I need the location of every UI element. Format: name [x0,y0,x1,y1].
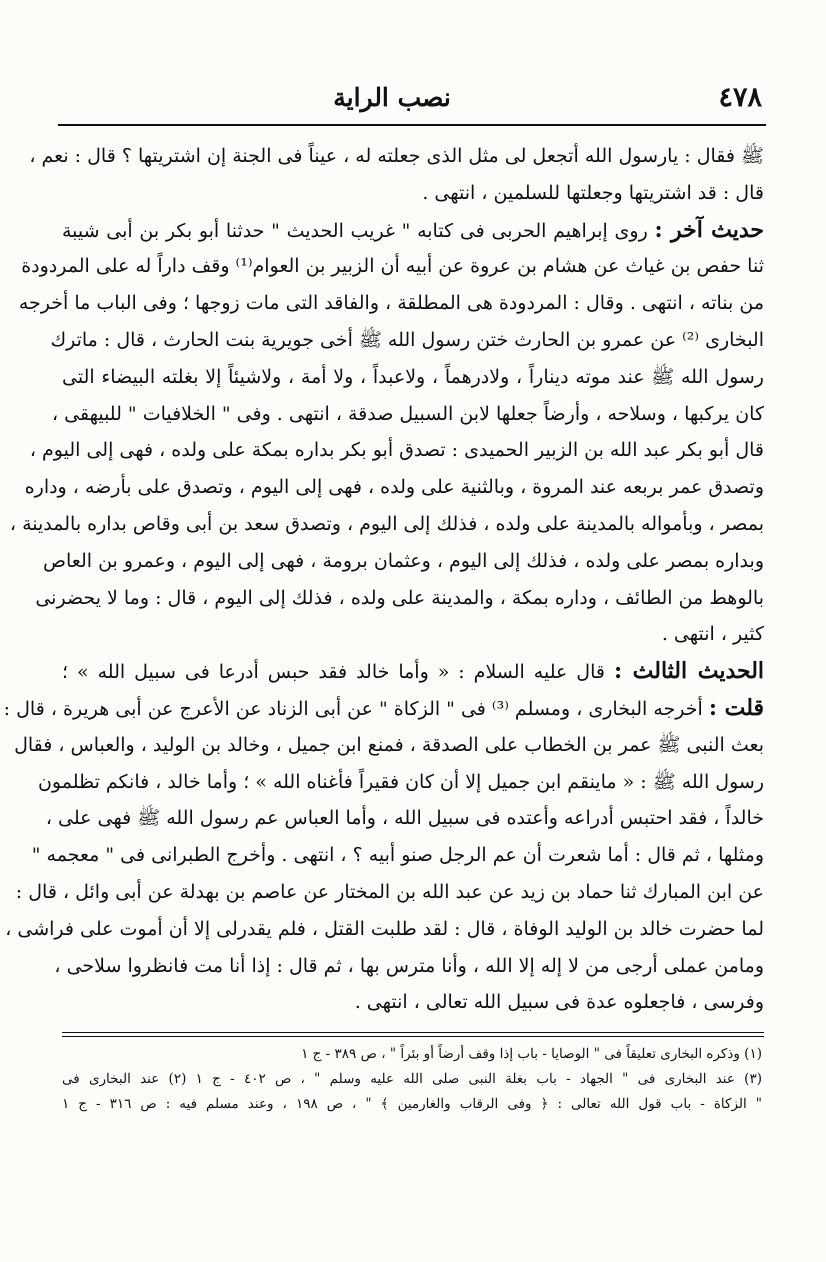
section-lead: الحديث الثالث : [613,658,765,685]
footnotes [62,1042,762,1117]
line-text: ومامن عملى أرجى من لا إله إلا الله ، وأنا مترس بها ، ثم قال : إذا أنا مت فانظروا سلاحى ، [54,954,764,977]
line-text: وتصدق عمر بربعه عند المروة ، وبالثنية على ولده ، فهى إلى اليوم ، وتصدق على بأرضه ، وداره [24,476,764,499]
text-line [18,285,764,322]
text-line [24,469,764,506]
page-header [62,78,762,118]
text-line [14,727,764,764]
line-text: أخرجه البخارى ، ومسلم ⁽³⁾ فى " الزكاة " عن أبى الزناد عن الأعرج عن أبى هريرة ، قال : [3,697,703,720]
text-line [21,248,764,285]
line-text: البخارى ⁽²⁾ عن عمرو بن الحارث ختن رسول الله ﷺ أخى جويرية بنت الحارث ، قال : ماترك [50,328,764,351]
line-text: وبداره بمصر على ولده ، فذلك إلى اليوم ، وعثمان برومة ، فهى إلى اليوم ، وعمرو بن العاص [43,549,764,572]
text-line [45,800,764,837]
footnote-rule-double [62,1036,764,1037]
line-text: رسول الله ﷺ : « ماينقم ابن جميل إلا أن كان فقيراً فأغناه الله » ؛ وأما خالد ، فانكم تظلمون [37,770,764,793]
text-line [35,580,764,617]
line-text: قال : قد اشتريتها وجعلتها للسلمين ، انتهى . [422,181,764,204]
text-line [62,616,764,653]
line-text: بالوهط من الطائف ، وداره بمكة ، والمدينة على ولده ، فذلك إلى اليوم ، قال : وما لا يحضرنى [35,586,764,609]
line-text: ﷺ فقال : يارسول الله أتجعل لى مثل الذى جعلته له ، عيناً فى الجنة إن اشتريتها ؟ قال : نعم ، [29,145,764,167]
footnote-line: (٣) عند البخارى فى " الجهاد - باب بغلة النبى صلى الله عليه وسلم " ، ص ٤٠٢ - ج ١ (٢) عند البخارى فى [62,1071,762,1087]
footnote-line: (١) وذكره البخارى تعليقاً فى " الوصايا - باب إذا وقف أرضاً أو بئراً " ، ص ٣٨٩ - ج ١ [301,1046,762,1062]
line-text: قال عليه السلام : « وأما خالد فقد حبس أدرعا فى سبيل الله » ؛ [62,661,605,684]
line-text: وفرسى ، فاجعلوه عدة فى سبيل الله تعالى ، انتهى . [354,991,764,1014]
text-line [62,212,764,249]
body-text [3,138,765,1021]
text-line [62,175,764,212]
text-line [62,984,764,1021]
line-text: ومثلها ، ثم قال : أما شعرت أن عم الرجل صنو أبيه ؟ ، انتهى . وأخرج الطبرانى فى " معجمه " [31,844,764,867]
line-text: بعث النبى ﷺ عمر بن الخطاب على الصدقة ، فمنع ابن جميل ، وخالد بن الوليد ، والعباس ، فقال [14,733,764,756]
line-text: لما حضرت خالد بن الوليد الوفاة ، قال : لقد طلبت القتل ، فلم يقدرلى إلا أن أموت على فراشى ، [5,917,764,940]
line-text: رسول الله ﷺ عند موته ديناراً ، ولادرهماً ، ولاعبداً ، ولا أمة ، ولاشيئاً إلا بغلته البيضاء التى [62,365,764,388]
text-line [54,948,764,985]
line-text: من بناته ، انتهى . وقال : المردودة هى المطلقة ، والفاقد التى مات زوجها ؛ وفى الباب ما أخرجه [18,292,764,315]
text-line [62,359,764,396]
footnote-line: " الزكاة - باب قول الله تعالى : ﴿ وفى الرقاب والغارمين ﴾ " ، ص ١٩٨ ، وعند مسلم فيه : ص ٣١٦ - ج ١ [62,1096,762,1112]
line-text: قال أبو بكر عبد الله بن الزبير الحميدى : تصدق أبو بكر بداره بمكة على ولده ، فهى إلى اليوم ، [29,439,764,462]
section-lead: قلت : [708,694,764,721]
footnote-rule [62,1032,764,1033]
line-text: بمصر ، وبأمواله بالمدينة على ولده ، فذلك إلى اليوم ، وتصدق سعد بن أبى وقاص بداره بالمدينة ، [9,512,764,535]
running-title: نصب الراية [333,83,451,112]
text-line [29,432,764,469]
text-line [5,911,764,948]
line-text: عن ابن المبارك ثنا حماد بن زيد عن عبد الله بن المختار عن عاصم بن بهدلة عن أبى وائل ، قال : [15,880,764,903]
line-text: كثير ، انتهى . [661,623,764,646]
text-line [51,396,764,433]
text-line [15,874,764,911]
text-line [9,506,764,543]
line-text: كان يركبها ، وسلاحه ، وأرضاً جعلها لابن السبيل صدقة ، انتهى . وفى " الخلافيات " للبيهقى ، [51,402,764,425]
line-text: روى إبراهيم الحربى فى كتابه " غريب الحديث " حدثنا أبو بكر بن أبى شيبة [62,219,648,242]
text-line [37,764,764,801]
line-text: خالداً ، فقد احتبس أدراعه وأعتده فى سبيل الله ، وأما العباس عم رسول الله ﷺ فهى على ، [45,807,764,830]
line-text: ثنا حفص بن غياث عن هشام بن عروة عن أبيه أن الزبير بن العوام⁽¹⁾ وقف داراً له على المردودة [21,255,764,278]
text-line [29,138,764,175]
text-line [62,653,764,690]
section-lead: حديث آخر : [654,216,765,243]
text-line [43,543,764,580]
text-line [3,690,764,727]
text-line [50,322,764,359]
header-rule [58,124,766,126]
page-number: ٤٧٨ [718,82,762,113]
text-line [31,837,764,874]
